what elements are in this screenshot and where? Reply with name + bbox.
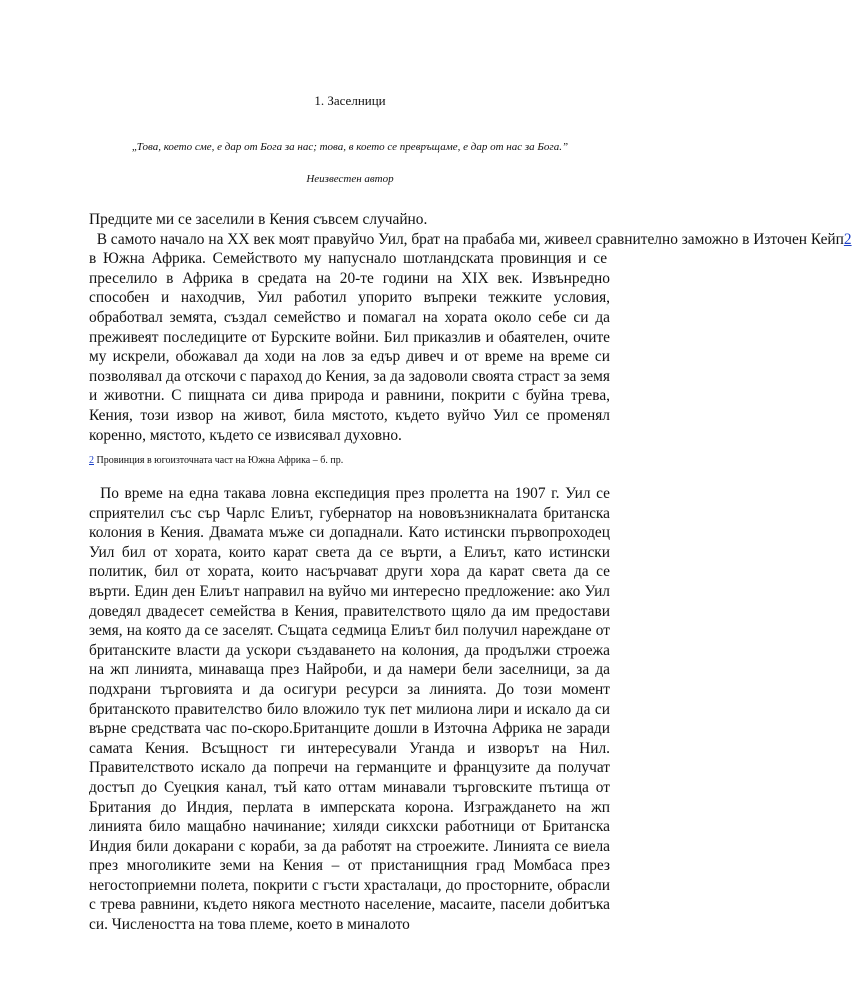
epigraph-author: Неизвестен автор bbox=[306, 173, 394, 185]
footnote-text: Провинция в югоизточната част на Южна Африка – б. пр. bbox=[94, 455, 344, 466]
body-section-1 bbox=[89, 210, 852, 445]
footnote-reference-link[interactable]: 2 bbox=[843, 230, 852, 248]
epigraph-quote: „Това, което сме, е дар от Бога за нас; това, в което се превръщаме, е дар от нас за Бога.” bbox=[131, 141, 569, 153]
paragraph-will-text-before: В самото начало на XX век моят правуйчо Уил, брат на прабаба ми, живеел сравнително заможно в Източен Кейп bbox=[89, 230, 844, 248]
paragraph-will-text-after: в Южна Африка. Семейството му напуснало шотландската провинция и се преселило в Африка в средата на 20-те години на XIX век. Извънредно способен и находчив, Уил работил упорито въпреки тежките условия, обработвал земята, създал семейство и помагал на хората около себе си да преживеят последиците от Бурските войни. Бил приказлив и обаятелен, очите му искрели, обожавал да ходи на лов за едър дивеч и от време на време си позволявал да отскочи с параход до Кения, за да задоволи своята страст за земя и животни. С пищната си дива природа и равнини, покрити с буйна трева, Кения, този извор на живот, била мястото, където вуйчо Уил се променял коренно, мястото, където се извисявал духовно. bbox=[89, 250, 610, 444]
body-section-2 bbox=[89, 484, 614, 935]
footnote-number-link[interactable]: 2 bbox=[89, 455, 94, 466]
paragraph-intro: Предците ми се заселили в Кения съвсем случайно. bbox=[89, 211, 428, 228]
paragraph-will bbox=[89, 230, 852, 446]
paragraph-expedition: По време на една такава ловна експедиция през пролетта на 1907 г. Уил се сприятелил със сър Чарлс Елиът, губернатор на нововъзникналата британска колония в Кения. Двамата мъже си допаднали. Като истински първопроходец Уил бил от хората, които карат света да се върти, а Елиът, като истински политик, бил от хората, които насърчават други хора да карат света да се върти. Един ден Елиът направил на вуйчо ми интересно предложение: ако Уил доведял двадесет семейства в Кения, правителството щяло да им предостави земя, на която да се заселят. Същата седмица Елиът бил получил нареждане от британските власти да ускори създаването на колония, да продължи строежа на жп линията, минаваща през Найроби, и да намери бели заселници, за да подхрани търговията и да осигури ресурси за линията. До този момент британското правителство било вложило тук пет милиона лири и искало да си върне средствата час по-скоро.Британците дошли в Източна Африка не заради самата Кения. Всъщност ги интересували Уганда и изворът на Нил. Правителството искало да попречи на германците и французите да получат достъп до Суецкия канал, тъй като оттам минавали търговските пътища от Британия до Индия, перлата в имперската корона. Изграждането на жп линията било мащабно начинание; хиляди сикхски работници от Британска Индия били докарани с кораби, за да работят на строежите. Линията се виела през многоликите земи на Кения – от пристанищния град Момбаса през негостоприемни полета, покрити с гъсти храсталаци, до просторните, обрасли с трева равнини, където някога местното население, масаите, пасели добитъка си. Числеността на това племе, което в миналото bbox=[89, 485, 614, 934]
footnote bbox=[89, 455, 610, 466]
chapter-title: 1. Заселници bbox=[314, 93, 386, 108]
